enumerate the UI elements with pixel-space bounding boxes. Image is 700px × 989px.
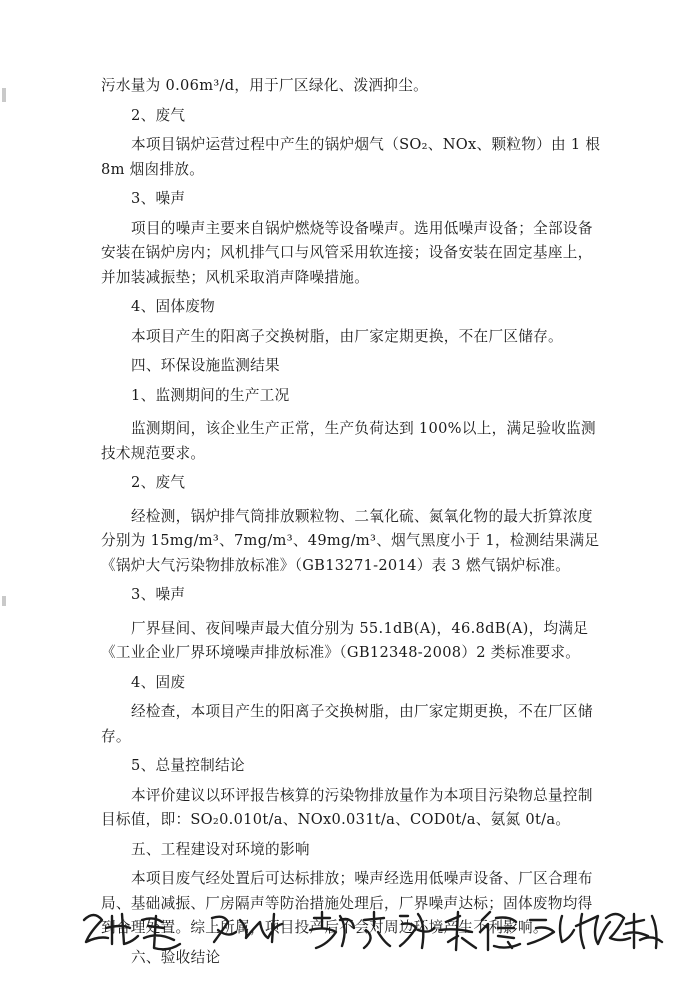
document-body: [101, 74, 601, 970]
heading-total-control: 5、总量控制结论: [131, 757, 245, 774]
signature-strokes: [78, 898, 668, 958]
heading-exhaust-gas-results: 2、废气: [131, 474, 186, 491]
heading-solid-waste: 4、固体废物: [131, 298, 216, 315]
paragraph-noise-measures: 项目的噪声主要来自锅炉燃烧等设备噪声。选用低噪声设备；全部设备安装在锅炉房内；风机排气口与风管采用软连接；设备安装在固定基座上，并加装减振垫；风机采取消声降噪措施。: [101, 219, 593, 286]
handwritten-signatures: [78, 898, 668, 958]
heading-solid-waste-results: 4、固废: [131, 673, 186, 691]
paragraph-total-control: 本评价建议以环评报告核算的污染物排放量作为本项目污染物总量控制目标值，即：SO₂0.010t/a、NOx0.031t/a、COD0t/a、氨氮 0t/a。: [101, 786, 593, 828]
heading-noise: 3、噪声: [131, 190, 186, 207]
scan-edge-mark: [2, 596, 6, 606]
section-heading-acceptance-conclusion: 六、验收结论: [131, 948, 221, 966]
heading-exhaust-gas: 2、废气: [131, 106, 186, 124]
paragraph-solid-waste: 本项目产生的阳离子交换树脂，由厂家定期更换，不在厂区储存。: [131, 327, 563, 345]
paragraph-production-conditions: 监测期间，该企业生产正常，生产负荷达到 100%以上，满足验收监测技术规范要求。: [101, 420, 596, 462]
section-heading-monitoring-results: 四、环保设施监测结果: [131, 357, 280, 374]
section-heading-environmental-impact: 五、工程建设对环境的影响: [131, 840, 310, 858]
paragraph-exhaust-gas-results: 经检测，锅炉排气筒排放颗粒物、二氧化硫、氮氧化物的最大折算浓度分别为 15mg/m³、7mg/m³、49mg/m³、烟气黑度小于 1，检测结果满足《锅炉大气污染物排放标准》（GB13271-2014）表 3 燃气锅炉标准。: [101, 507, 600, 574]
paragraph-wastewater-volume: 污水量为 0.06m³/d，用于厂区绿化、泼洒抑尘。: [101, 77, 428, 94]
heading-noise-results: 3、噪声: [131, 586, 186, 603]
paragraph-noise-results: 厂界昼间、夜间噪声最大值分别为 55.1dB(A)，46.8dB(A)，均满足《工业企业厂界环境噪声排放标准》（GB12348-2008）2 类标准要求。: [101, 619, 589, 661]
paragraph-boiler-flue-gas: 本项目锅炉运营过程中产生的锅炉烟气（SO₂、NOx、颗粒物）由 1 根 8m 烟囱排放。: [101, 136, 601, 178]
paragraph-solid-waste-results: 经检查，本项目产生的阳离子交换树脂，由厂家定期更换，不在厂区储存。: [101, 703, 593, 745]
heading-production-conditions: 1、监测期间的生产工况: [131, 386, 290, 404]
paragraph-environmental-impact: 本项目废气经处置后可达标排放；噪声经选用低噪声设备、厂区合理布局、基础减振、厂房隔声等防治措施处理后，厂界噪声达标；固体废物均得到合理处置。综上所属，项目投产后不会对周边环境产生不利影响。: [101, 870, 593, 936]
scan-edge-mark: [2, 88, 6, 102]
